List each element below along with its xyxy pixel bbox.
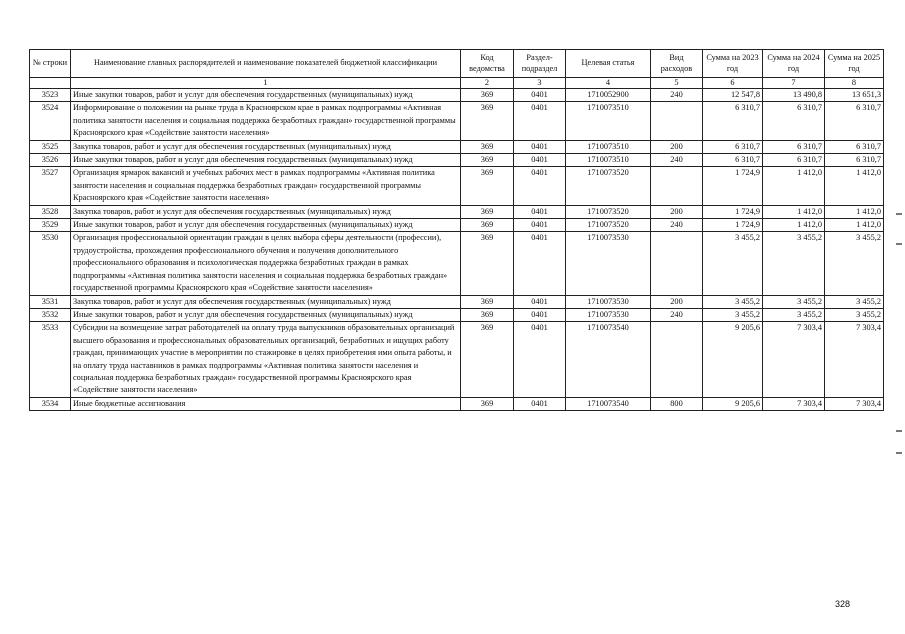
header-expense-kind: Вид расходов	[651, 50, 703, 78]
column-number-row	[30, 78, 884, 89]
row-target: 1710073510	[566, 154, 651, 167]
row-number: 3534	[30, 397, 71, 410]
row-sum-2024: 6 310,7	[763, 140, 825, 153]
row-sum-2025: 1 412,0	[825, 205, 884, 218]
column-number: 5	[651, 78, 703, 89]
row-sum-2024: 6 310,7	[763, 154, 825, 167]
row-kind: 240	[651, 154, 703, 167]
row-kind: 800	[651, 397, 703, 410]
row-sum-2025: 6 310,7	[825, 140, 884, 153]
row-sum-2023: 6 310,7	[703, 154, 763, 167]
scan-edge-mark	[896, 452, 902, 454]
row-name: Иные закупки товаров, работ и услуг для обеспечения государственных (муниципальных) нужд	[71, 154, 461, 167]
row-kind	[651, 102, 703, 140]
row-sum-2024: 6 310,7	[763, 102, 825, 140]
row-kind	[651, 232, 703, 295]
table-row	[30, 295, 884, 308]
column-number: 8	[825, 78, 884, 89]
header-row	[30, 50, 884, 78]
row-kind: 240	[651, 219, 703, 232]
table-row	[30, 322, 884, 397]
row-target: 1710073530	[566, 308, 651, 321]
row-name: Иные закупки товаров, работ и услуг для обеспечения государственных (муниципальных) нужд	[71, 89, 461, 102]
row-number: 3523	[30, 89, 71, 102]
row-sum-2024: 1 412,0	[763, 167, 825, 205]
row-sum-2024: 3 455,2	[763, 295, 825, 308]
row-number: 3533	[30, 322, 71, 397]
row-number: 3532	[30, 308, 71, 321]
table-row	[30, 154, 884, 167]
row-kind: 240	[651, 308, 703, 321]
row-number: 3528	[30, 205, 71, 218]
row-section: 0401	[514, 295, 566, 308]
row-number: 3529	[30, 219, 71, 232]
row-sum-2023: 9 205,6	[703, 322, 763, 397]
row-section: 0401	[514, 154, 566, 167]
row-dept: 369	[461, 322, 514, 397]
row-section: 0401	[514, 232, 566, 295]
row-number: 3530	[30, 232, 71, 295]
row-dept: 369	[461, 295, 514, 308]
table-row	[30, 140, 884, 153]
row-section: 0401	[514, 102, 566, 140]
row-sum-2025: 3 455,2	[825, 308, 884, 321]
row-sum-2023: 12 547,8	[703, 89, 763, 102]
row-kind: 200	[651, 205, 703, 218]
row-section: 0401	[514, 308, 566, 321]
row-name: Иные закупки товаров, работ и услуг для обеспечения государственных (муниципальных) нужд	[71, 219, 461, 232]
row-sum-2024: 3 455,2	[763, 232, 825, 295]
row-dept: 369	[461, 205, 514, 218]
column-number: 6	[703, 78, 763, 89]
row-sum-2024: 1 412,0	[763, 219, 825, 232]
row-name: Иные бюджетные ассигнования	[71, 397, 461, 410]
header-dept-code: Код ведомства	[461, 50, 514, 78]
column-number: 4	[566, 78, 651, 89]
row-sum-2025: 13 651,3	[825, 89, 884, 102]
page-number: 328	[835, 599, 851, 609]
header-section: Раздел-подраздел	[514, 50, 566, 78]
row-sum-2023: 3 455,2	[703, 232, 763, 295]
row-sum-2024: 1 412,0	[763, 205, 825, 218]
scan-edge-mark	[896, 213, 902, 215]
row-dept: 369	[461, 308, 514, 321]
row-section: 0401	[514, 205, 566, 218]
table-row	[30, 89, 884, 102]
row-sum-2023: 6 310,7	[703, 140, 763, 153]
row-sum-2025: 6 310,7	[825, 154, 884, 167]
row-target: 1710073540	[566, 322, 651, 397]
row-sum-2025: 3 455,2	[825, 232, 884, 295]
row-sum-2025: 1 412,0	[825, 219, 884, 232]
row-sum-2023: 1 724,9	[703, 219, 763, 232]
row-target: 1710073510	[566, 140, 651, 153]
row-sum-2023: 3 455,2	[703, 308, 763, 321]
row-sum-2023: 1 724,9	[703, 167, 763, 205]
row-sum-2023: 9 205,6	[703, 397, 763, 410]
table-row	[30, 102, 884, 140]
header-sum-2025: Сумма на 2025 год	[825, 50, 884, 78]
column-number: 1	[71, 78, 461, 89]
table-row	[30, 167, 884, 205]
row-sum-2023: 3 455,2	[703, 295, 763, 308]
row-name: Иные закупки товаров, работ и услуг для обеспечения государственных (муниципальных) нужд	[71, 308, 461, 321]
row-sum-2025: 7 303,4	[825, 322, 884, 397]
row-name: Закупка товаров, работ и услуг для обеспечения государственных (муниципальных) нужд	[71, 295, 461, 308]
budget-table	[29, 49, 884, 411]
row-dept: 369	[461, 232, 514, 295]
row-sum-2023: 1 724,9	[703, 205, 763, 218]
row-number: 3526	[30, 154, 71, 167]
header-sum-2024: Сумма на 2024 год	[763, 50, 825, 78]
row-target: 1710073530	[566, 232, 651, 295]
row-sum-2025: 6 310,7	[825, 102, 884, 140]
row-target: 1710073540	[566, 397, 651, 410]
table-row	[30, 232, 884, 295]
row-target: 1710073510	[566, 102, 651, 140]
column-number: 2	[461, 78, 514, 89]
table-row	[30, 205, 884, 218]
row-target: 1710073520	[566, 167, 651, 205]
column-number: 3	[514, 78, 566, 89]
row-dept: 369	[461, 89, 514, 102]
row-sum-2025: 7 303,4	[825, 397, 884, 410]
row-name: Организация профессиональной ориентации граждан в целях выбора сферы деятельности (профессии), трудоустройства, прохождения профессионального обучения и получения дополнительного профессионального образования и психологическая поддержка безработных граждан в рамках подпрограммы «Активная политика занятости населения и социальная поддержка безработных граждан» государственной программы Красноярского края «Содействие занятости населения»	[71, 232, 461, 295]
row-number: 3531	[30, 295, 71, 308]
header-sum-2023: Сумма на 2023 год	[703, 50, 763, 78]
row-dept: 369	[461, 102, 514, 140]
row-dept: 369	[461, 140, 514, 153]
row-section: 0401	[514, 89, 566, 102]
row-name: Закупка товаров, работ и услуг для обеспечения государственных (муниципальных) нужд	[71, 205, 461, 218]
row-number: 3527	[30, 167, 71, 205]
row-target: 1710073520	[566, 219, 651, 232]
row-dept: 369	[461, 219, 514, 232]
row-section: 0401	[514, 397, 566, 410]
row-sum-2025: 3 455,2	[825, 295, 884, 308]
row-kind	[651, 322, 703, 397]
row-name: Информирование о положении на рынке труда в Красноярском крае в рамках подпрограммы «Активная политика занятости населения и социальная поддержка безработных граждан» государственной программы Красноярского края «Содействие занятости населения»	[71, 102, 461, 140]
row-kind: 200	[651, 140, 703, 153]
header-row-number: № строки	[30, 50, 71, 78]
row-sum-2024: 7 303,4	[763, 397, 825, 410]
row-dept: 369	[461, 397, 514, 410]
row-section: 0401	[514, 322, 566, 397]
row-target: 1710052900	[566, 89, 651, 102]
row-dept: 369	[461, 167, 514, 205]
table-row	[30, 397, 884, 410]
row-name: Субсидии на возмещение затрат работодателей на оплату труда выпускников образовательных организаций высшего образования и профессиональных образовательных организаций, безработных и ищущих работу граждан, принимающих участие в мероприятии по стажировке в целях приобретения ими опыта работы, и на оплату труда наставников в рамках подпрограммы «Активная политика занятости населения и социальная поддержка безработных граждан» государственной программы Красноярского края «Содействие занятости населения»	[71, 322, 461, 397]
row-section: 0401	[514, 167, 566, 205]
header-name: Наименование главных распорядителей и наименование показателей бюджетной классификации	[71, 50, 461, 78]
row-kind: 240	[651, 89, 703, 102]
row-section: 0401	[514, 219, 566, 232]
row-name: Организация ярмарок вакансий и учебных рабочих мест в рамках подпрограммы «Активная политика занятости населения и социальная поддержка безработных граждан» государственной программы Красноярского края «Содействие занятости населения»	[71, 167, 461, 205]
row-number: 3525	[30, 140, 71, 153]
scan-edge-mark	[896, 243, 902, 245]
table-row	[30, 308, 884, 321]
row-kind	[651, 167, 703, 205]
scan-edge-mark	[896, 430, 902, 432]
column-number: 7	[763, 78, 825, 89]
row-sum-2024: 13 490,8	[763, 89, 825, 102]
table-row	[30, 219, 884, 232]
row-number: 3524	[30, 102, 71, 140]
row-kind: 200	[651, 295, 703, 308]
row-sum-2025: 1 412,0	[825, 167, 884, 205]
row-dept: 369	[461, 154, 514, 167]
row-target: 1710073530	[566, 295, 651, 308]
row-section: 0401	[514, 140, 566, 153]
header-target-article: Целевая статья	[566, 50, 651, 78]
row-sum-2024: 7 303,4	[763, 322, 825, 397]
row-sum-2024: 3 455,2	[763, 308, 825, 321]
row-name: Закупка товаров, работ и услуг для обеспечения государственных (муниципальных) нужд	[71, 140, 461, 153]
row-sum-2023: 6 310,7	[703, 102, 763, 140]
row-target: 1710073520	[566, 205, 651, 218]
column-number	[30, 78, 71, 89]
